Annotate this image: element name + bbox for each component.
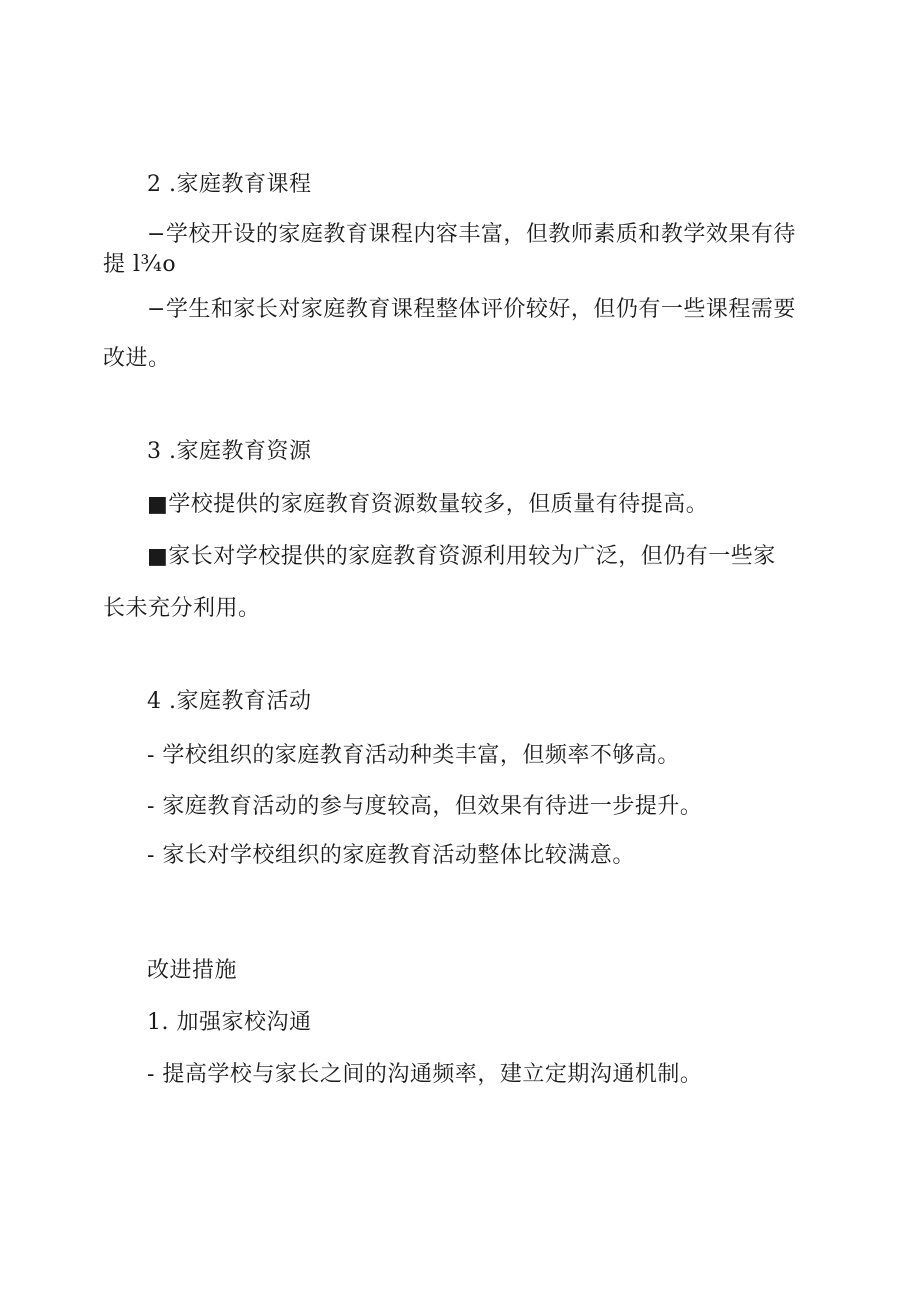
section-2-item-1-line-1: −学校开设的家庭教育课程内容丰富，但教师素质和教学效果有待: [147, 222, 796, 247]
section-2-item-2-line-1: −学生和家长对家庭教育课程整体评价较好，但仍有一些课程需要: [147, 297, 796, 322]
improvement-heading: 改进措施: [147, 958, 238, 983]
section-4-item-1: - 学校组织的家庭教育活动种类丰富，但频率不够高。: [147, 743, 680, 768]
section-4-item-3: - 家长对学校组织的家庭教育活动整体比较满意。: [147, 843, 635, 868]
section-2-heading: 2 .家庭教育课程: [147, 172, 312, 197]
section-2-item-2-line-2: 改进。: [103, 346, 171, 371]
improvement-subheading: 1. 加强家校沟通: [147, 1010, 312, 1035]
section-3-item-2-line-1: ■家长对学校提供的家庭教育资源利用较为广泛，但仍有一些家: [147, 544, 776, 569]
section-3-heading: 3 .家庭教育资源: [147, 439, 312, 464]
section-3-item-1-line-1: ■学校提供的家庭教育资源数量较多，但质量有待提高。: [147, 492, 709, 517]
section-4-heading: 4 .家庭教育活动: [147, 689, 312, 714]
section-3-item-2-line-2: 长未充分利用。: [103, 596, 261, 621]
section-2-item-1-line-2: 提 l¾o: [103, 252, 177, 277]
section-4-item-2: - 家庭教育活动的参与度较高，但效果有待进一步提升。: [147, 794, 703, 819]
improvement-item-1: - 提高学校与家长之间的沟通频率，建立定期沟通机制。: [147, 1062, 703, 1087]
